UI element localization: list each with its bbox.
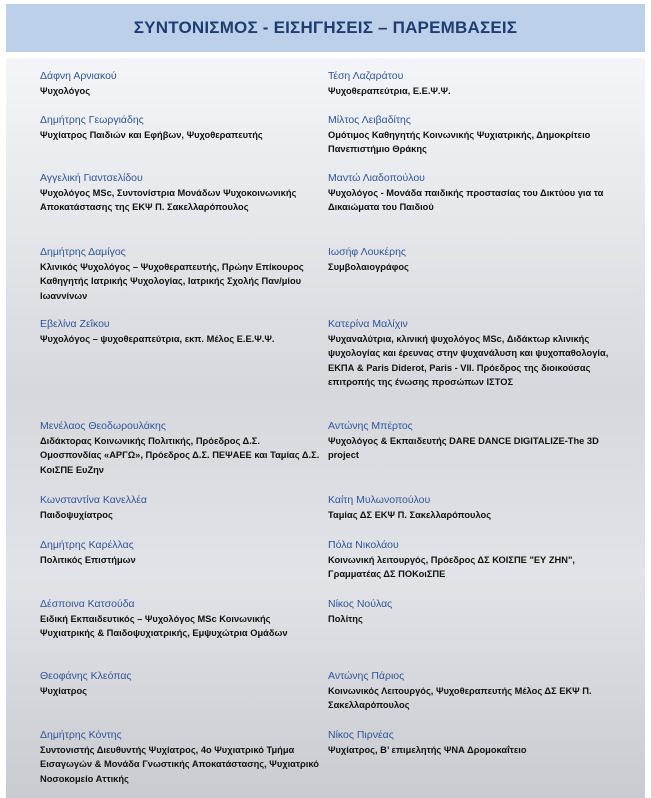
speaker-name: Αντώνης Πάριος — [328, 670, 405, 682]
speaker-entry — [328, 598, 616, 626]
speaker-entry — [328, 318, 616, 390]
speaker-name: Μίλτος Λειβαδίτης — [328, 114, 411, 126]
speaker-role: Συντονιστής Διευθυντής Ψυχίατρος, 4ο Ψυχιατρικό Τμήμα Εισαγωγών & Μονάδα Γνωστικής Αποκατάστασης, Ψυχιατρικό Νοσοκομείο Αττικής — [40, 745, 319, 784]
speaker-name: Δημήτρης Κόντης — [40, 729, 122, 741]
speaker-role: Διδάκτορας Κοινωνικής Πολιτικής, Πρόεδρος Δ.Σ. Ομοσπονδίας «ΑΡΓΩ», Πρόεδρος Δ.Σ. ΠΕΨΑΕΕ και Ταμίας Δ.Σ. ΚοιΣΠΕ ΕυΖην — [40, 436, 320, 475]
speaker-entry — [40, 598, 322, 641]
speaker-role: Κοινωνική λειτουργός, Πρόεδρος ΔΣ ΚΟΙΣΠΕ "ΕΥ ΖΗΝ", Γραμματέας ΔΣ ΠΟΚοιΣΠΕ — [328, 555, 575, 580]
speaker-entry — [40, 539, 322, 567]
speaker-role: Ψυχαναλύτρια, κλινική ψυχολόγος MSc, Διδάκτωρ κλινικής ψυχολογίας και έρευνας στην ψυχανάλυση και ψυχοπαθολογία, ΕΚΠΑ & Paris Diderot, Paris - VII. Πρόεδρος της διοικούσας επιτροπής της ένωσης προσώπων ΙΣΤΟΣ — [328, 334, 609, 388]
speaker-entry — [40, 670, 322, 698]
speaker-role: Ψυχίατρος, Β’ επιμελητής ΨΝΑ Δρομοκαΐτειο — [328, 745, 527, 755]
speaker-entry — [328, 246, 616, 274]
speaker-name: Τέση Λαζαράτου — [328, 70, 404, 82]
speaker-role: Ψυχολόγος — [40, 86, 91, 96]
speaker-name: Κωνσταντίνα Κανελλέα — [40, 494, 147, 506]
speaker-name: Δέσποινα Κατσούδα — [40, 598, 135, 610]
speaker-name: Εβελίνα Ζεΐκου — [40, 318, 110, 330]
speaker-entry — [40, 70, 322, 98]
speaker-role: Κοινωνικός Λειτουργός, Ψυχοθεραπευτής Μέλος ΔΣ ΕΚΨ Π. Σακελλαρόπουλος — [328, 686, 592, 711]
speaker-entry — [40, 114, 322, 142]
speaker-entry — [328, 420, 616, 463]
speaker-role: Ψυχοθεραπεύτρια, Ε.Ε.Ψ.Ψ. — [328, 86, 451, 96]
speaker-role: Ψυχολόγος – ψυχοθεραπεύτρια, εκπ. Μέλος Ε.Ε.Ψ.Ψ. — [40, 334, 275, 344]
speaker-entry — [40, 246, 322, 303]
speaker-entry — [40, 494, 322, 522]
speaker-name: Νίκος Πιρνέας — [328, 729, 394, 741]
speaker-name: Καίτη Μυλωνοπούλου — [328, 494, 431, 506]
speaker-entry — [40, 318, 322, 346]
speaker-name: Δημήτρης Γεωργιάδης — [40, 114, 144, 126]
speaker-name: Θεοφάνης Κλεόπας — [40, 670, 132, 682]
speaker-entry — [40, 172, 322, 215]
speaker-name: Πόλα Νικολάου — [328, 539, 399, 551]
speaker-entry — [40, 420, 322, 477]
speaker-role: Ταμίας ΔΣ ΕΚΨ Π. Σακελλαρόπουλος — [328, 510, 492, 520]
speaker-name: Μαντώ Λιαδοπούλου — [328, 172, 425, 184]
speaker-name: Νίκος Νούλας — [328, 598, 393, 610]
speaker-entry — [328, 70, 616, 98]
speaker-entry — [328, 539, 616, 582]
speaker-role: Ψυχίατρος Παιδιών και Εφήβων, Ψυχοθεραπευτής — [40, 130, 263, 140]
speaker-entry — [328, 114, 616, 157]
speaker-role: Πολίτης — [328, 614, 363, 624]
speaker-entry — [328, 729, 616, 757]
speaker-name: Αντώνης Μπέρτος — [328, 420, 413, 432]
speaker-name: Δάφνη Αρνιακού — [40, 70, 117, 82]
speaker-role: Ψυχολόγος & Εκπαιδευτής DARE DANCE DIGITALIZE-The 3D project — [328, 436, 599, 461]
speaker-entry — [328, 670, 616, 713]
speaker-role: Παιδοψυχίατρος — [40, 510, 113, 520]
speakers-panel — [6, 58, 645, 798]
speaker-entry — [328, 172, 616, 215]
speaker-role: Πολιτικός Επιστήμων — [40, 555, 136, 565]
speaker-entry — [328, 494, 616, 522]
speaker-name: Δημήτρης Καρέλλας — [40, 539, 134, 551]
speaker-role: Ψυχολόγος - Μονάδα παιδικής προστασίας του Δικτύου για τα Δικαιώματα του Παιδιού — [328, 188, 604, 213]
speaker-role: Ομότιμος Καθηγητής Κοινωνικής Ψυχιατρικής, Δημοκρίτειο Πανεπιστήμιο Θράκης — [328, 130, 591, 155]
speaker-name: Ιωσήφ Λουκέρης — [328, 246, 406, 258]
speaker-entry — [40, 729, 322, 786]
speaker-role: Συμβολαιογράφος — [328, 262, 409, 272]
speaker-name: Αγγελική Γιαντσελίδου — [40, 172, 143, 184]
speaker-role: Κλινικός Ψυχολόγος – Ψυχοθεραπευτής, Πρώην Επίκουρος Καθηγητής Ιατρικής Ψυχολογίας, Ιατρικής Σχολής Παν/μίου Ιωαννίνων — [40, 262, 304, 301]
speaker-name: Δημήτρης Δαμίγος — [40, 246, 126, 258]
speaker-role: Ψυχίατρος — [40, 686, 87, 696]
title-banner — [6, 4, 645, 52]
speaker-name: Κατερίνα Μαλίχιν — [328, 318, 408, 330]
speaker-role: Ψυχολόγος MSc, Συντονίστρια Μονάδων Ψυχοκοινωνικής Αποκατάστασης της ΕΚΨ Π. Σακελλαρόπουλος — [40, 188, 297, 213]
speaker-name: Μενέλαος Θεοδωρουλάκης — [40, 420, 166, 432]
speaker-role: Ειδική Εκπαιδευτικός – Ψυχολόγος MSc Κοινωνικής Ψυχιατρικής & Παιδοψυχιατρικής, Εμψυχώτρια Ομάδων — [40, 614, 288, 639]
page-title: ΣΥΝΤΟΝΙΣΜΟΣ - ΕΙΣΗΓΗΣΕΙΣ – ΠΑΡΕΜΒΑΣΕΙΣ — [133, 18, 518, 37]
